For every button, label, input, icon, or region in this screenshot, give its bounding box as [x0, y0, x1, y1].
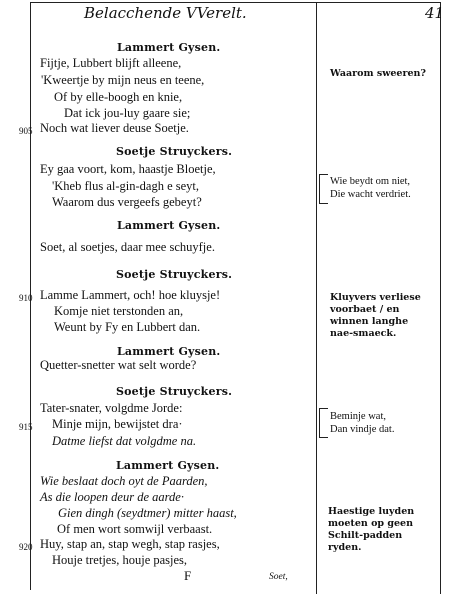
verse-line: Fijtje, Lubbert blijft alleene, [40, 56, 182, 70]
verse-line: Quetter-snetter wat selt worde? [40, 358, 197, 372]
verse-line: 'Kheb flus al-gin-dagh e seyt, [52, 179, 200, 193]
speaker-heading: Lammert Gysen. [117, 345, 221, 358]
marginal-note: Waarom sweeren? [330, 68, 426, 79]
line-number: 910 [19, 293, 33, 303]
verse-line: Noch wat liever deuse Soetje. [40, 121, 189, 135]
marginal-note: Beminje wat, Dan vindje dat. [330, 411, 395, 435]
column-divider [316, 2, 317, 594]
verse-line: Komje niet terstonden an, [54, 304, 184, 318]
speaker-heading: Lammert Gysen. [117, 219, 221, 232]
verse-line: Wie beslaat doch oyt de Paarden, [40, 474, 208, 488]
verse-line: 'Kweertje by mijn neus en teene, [41, 73, 205, 87]
verse-line: Ey gaa voort, kom, haastje Bloetje, [40, 162, 216, 176]
verse-line: Waarom dus vergeefs gebeyt? [52, 195, 202, 209]
line-number: 920 [19, 542, 33, 552]
speaker-heading: Soetje Struyckers. [116, 385, 233, 398]
note-bracket [319, 174, 328, 204]
line-number: 905 [19, 126, 33, 136]
marginal-note: Wie beydt om niet, Die wacht verdriet. [330, 176, 411, 200]
speaker-heading: Lammert Gysen. [117, 41, 221, 54]
verse-line: Huy, stap an, stap wegh, stap rasjes, [40, 537, 220, 551]
line-number: 915 [19, 422, 33, 432]
verse-line: Soet, al soetjes, daar mee schuyfje. [40, 240, 215, 254]
verse-line: Datme liefst dat volgdme na. [52, 434, 197, 448]
catchword: Soet, [269, 572, 288, 582]
speaker-heading: Soetje Struyckers. [116, 268, 233, 281]
right-margin-rule [440, 2, 441, 594]
verse-line: Dat ick jou-luy gaare sie; [64, 106, 191, 120]
running-title: Belacchende VVerelt. [84, 4, 247, 22]
marginal-note: Kluyvers verliese voorbaet / en winnen langhe nae-smaeck. [330, 292, 421, 339]
verse-line: Lamme Lammert, och! hoe kluysje! [40, 288, 221, 302]
speaker-heading: Lammert Gysen. [116, 459, 220, 472]
verse-line: Minje mijn, bewijstet dra· [52, 417, 183, 431]
note-bracket [319, 408, 328, 438]
page-number: 41 [425, 4, 445, 22]
signature-mark: F [184, 568, 192, 583]
verse-line: Of by elle-boogh en knie, [54, 90, 183, 104]
verse-line: As die loopen deur de aarde· [40, 490, 184, 504]
verse-line: Gien dingh (seydtmer) mitter haast, [58, 506, 237, 520]
speaker-heading: Soetje Struyckers. [116, 145, 233, 158]
top-rule [30, 2, 440, 3]
verse-line: Tater-snater, volgdme Jorde: [40, 401, 183, 415]
marginal-note: Haestige luyden moeten op geen Schilt-padden ryden. [328, 506, 415, 553]
verse-line: Houje tretjes, houje pasjes, [52, 553, 188, 567]
verse-line: Of men wort somwijl verbaast. [57, 522, 213, 536]
verse-line: Weunt by Fy en Lubbert dan. [54, 320, 201, 334]
